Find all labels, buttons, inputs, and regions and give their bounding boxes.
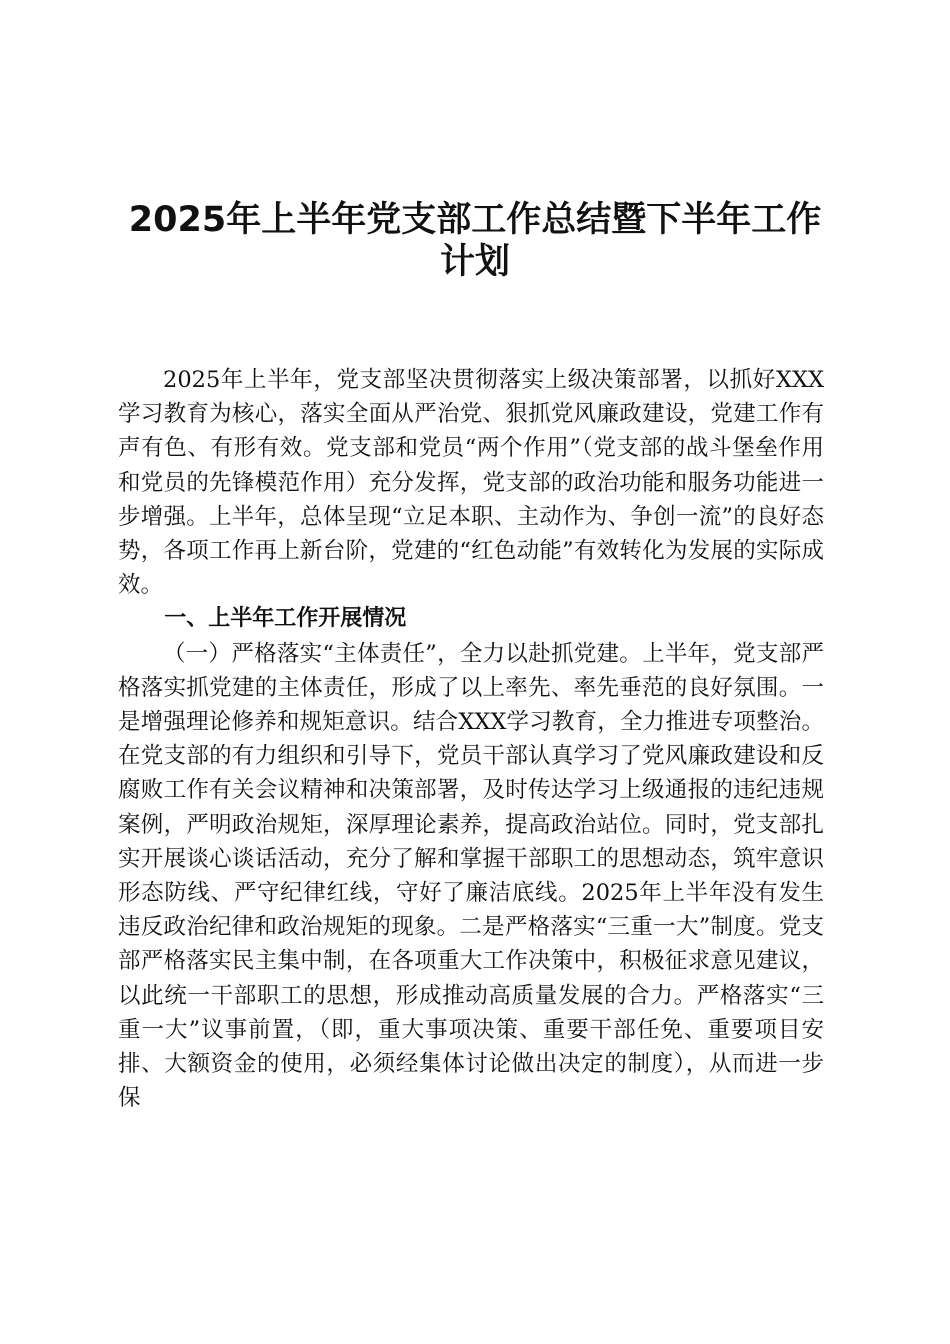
section-heading-1: 一、上半年工作开展情况 <box>164 606 407 632</box>
document-title-line-2: 计划 <box>439 242 510 282</box>
intro-paragraph: 2025年上半年，党支部坚决贯彻落实上级决策部署，以抓好XXX学习教育为核心，落实全面从严治党、狠抓党风廉政建设，党建工作有声有色、有形有效。党支部和党员“两个作用”（党支部的战斗堡垒作用和党员的先锋模范作用）充分发挥，党支部的政治功能和服务功能进一步增强。上半年，总体呈现“立足本职、主动作为、争创一流”的良好态势，各项工作再上新台阶，党建的“红色动能”有效转化为发展的实际成效。 <box>118 367 824 599</box>
document-body <box>118 363 824 1115</box>
section-1-paragraph-1: （一）严格落实“主体责任”，全力以赴抓党建。上半年，党支部严格落实抓党建的主体责任，形成了以上率先、率先垂范的良好氛围。一是增强理论修养和规矩意识。结合XXX学习教育，全力推进专项整治。在党支部的有力组织和引导下，党员干部认真学习了党风廉政建设和反腐败工作有关会议精神和决策部署，及时传达学习上级通报的违纪违规案例，严明政治规矩，深厚理论素养，提高政治站位。同时，党支部扎实开展谈心谈话活动，充分了解和掌握干部职工的思想动态，筑牢意识形态防线、严守纪律红线，守好了廉洁底线。2025年上半年没有发生违反政治纪律和政治规矩的现象。二是严格落实“三重一大”制度。党支部严格落实民主集中制，在各项重大工作决策中，积极征求意见建议，以此统一干部职工的思想，形成推动高质量发展的合力。严格落实“三重一大”议事前置，（即，重大事项决策、重要干部任免、重要项目安排、大额资金的使用，必须经集体讨论做出决定的制度），从而进一步保 <box>118 640 824 1112</box>
document-title-line-1: 2025年上半年党支部工作总结暨下半年工作 <box>128 200 822 240</box>
